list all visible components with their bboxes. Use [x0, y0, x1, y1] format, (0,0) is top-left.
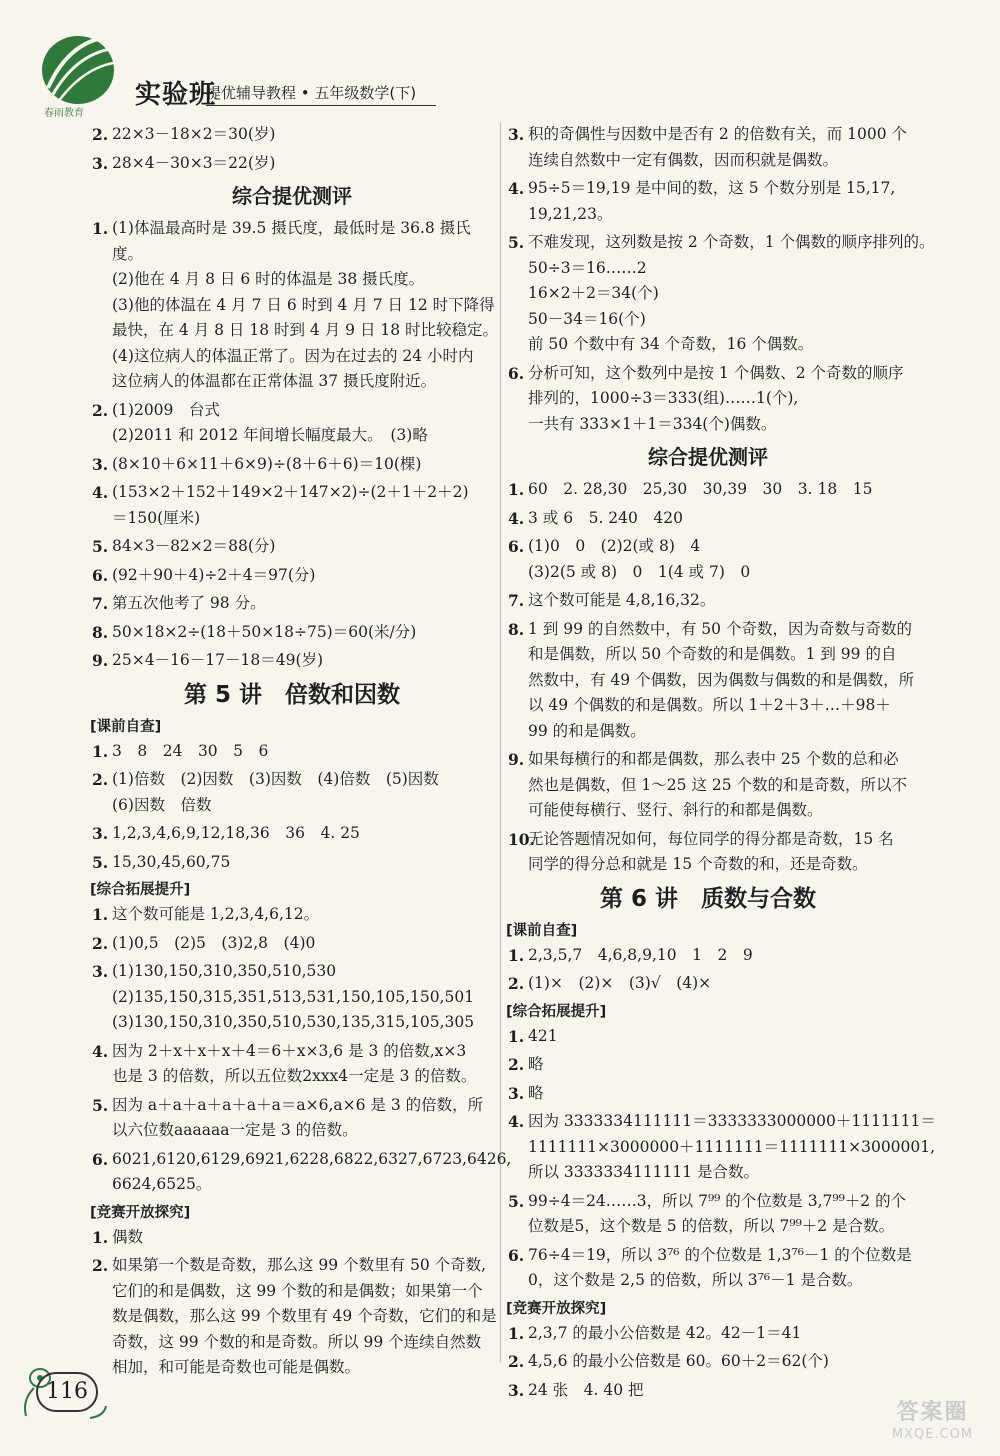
answer-number: 4.	[92, 1041, 109, 1061]
book-subtitle: 提优辅导教程 • 五年级数学(下)	[206, 84, 417, 102]
answer-item	[508, 506, 908, 532]
answer-item	[508, 747, 908, 824]
answer-line: (2)2011 和 2012 年间增长幅度最大。 (3)略	[112, 426, 428, 444]
answer-line: 一共有 333×1＋1＝334(个)偶数。	[528, 414, 777, 433]
answer-line: 16×2＋2＝34(个)	[528, 284, 659, 302]
answer-line: 28×4－30×3＝22(岁)	[112, 153, 276, 172]
answer-item	[508, 1052, 908, 1078]
answer-number: 9.	[508, 750, 525, 769]
answer-item	[92, 398, 492, 449]
answer-line: 可能使每横行、竖行、斜行的和都是偶数。	[528, 801, 823, 819]
answer-item	[92, 122, 492, 148]
answer-number: 1.	[508, 1026, 525, 1046]
subsection-label: [综合拓展提升]	[506, 1003, 607, 1020]
answer-line: 连续自然数中一定有偶数，因而积就是偶数。	[528, 150, 839, 169]
answer-number: 5.	[508, 233, 525, 252]
page-number: 116	[36, 1372, 98, 1412]
answer-item	[92, 959, 492, 1036]
answer-line: (3)他的体温在 4 月 7 日 6 时到 4 月 7 日 12 时下降得	[112, 295, 495, 314]
answer-line: 略	[528, 1055, 544, 1073]
answer-line: 略	[528, 1083, 544, 1102]
answer-line: 这位病人的体温都在正常体温 37 摄氏度附近。	[112, 372, 437, 390]
answer-number: 5.	[92, 1095, 109, 1115]
answer-line: 积的奇偶性与因数中是否有 2 的倍数有关，而 1000 个	[528, 125, 908, 143]
answer-number: 1.	[508, 945, 525, 965]
answer-item	[92, 1039, 492, 1090]
answer-number: 1.	[92, 1227, 109, 1247]
answer-line: (1)× (2)× (3)√ (4)×	[528, 974, 712, 992]
answer-line: 15,30,45,60,75	[112, 852, 231, 871]
answer-line: (1)0 0 (2)2(或 8) 4	[528, 537, 701, 555]
answer-number: 2.	[508, 1055, 525, 1074]
answer-line: 84×3－82×2＝88(分)	[112, 537, 276, 555]
answer-line: 6624,6525。	[112, 1175, 212, 1193]
answer-line: 1,2,3,4,6,9,12,18,36 36 4. 25	[112, 824, 360, 842]
answer-number: 7.	[508, 591, 525, 610]
answer-line: 也是 3 的倍数，所以五位数2xxx4一定是 3 的倍数。	[112, 1067, 477, 1085]
answer-line: 然数中，有 49 个偶数，因为偶数与偶数的和是偶数，所	[528, 670, 915, 689]
answer-line: 偶数	[112, 1227, 144, 1246]
answer-number: 4.	[508, 179, 525, 198]
left-column	[90, 122, 512, 1384]
answer-line: (6)因数 倍数	[112, 795, 212, 814]
answer-line: 因为 3333334111111＝3333333000000＋1111111＝	[528, 1112, 936, 1130]
answer-number: 3.	[92, 824, 109, 843]
answer-line: 分析可知，这个数列中是按 1 个偶数、2 个奇数的顺序	[528, 363, 904, 382]
answer-line: 19,21,23。	[528, 204, 613, 223]
answer-number: 3.	[92, 962, 109, 981]
answer-number: 2.	[92, 125, 109, 144]
answer-line: 前 50 个数中有 34 个奇数，16 个偶数。	[528, 335, 814, 353]
answer-number: 3.	[92, 153, 109, 173]
answer-item	[508, 1378, 908, 1404]
answer-line: (1)0,5 (2)5 (3)2,8 (4)0	[112, 933, 316, 952]
answer-item	[92, 1225, 492, 1251]
answer-line: 24 张 4. 40 把	[528, 1380, 644, 1399]
answer-item	[92, 1093, 492, 1144]
watermark	[870, 1400, 995, 1450]
answer-line: 22×3－18×2＝30(岁)	[112, 125, 276, 143]
answer-line: 95÷5＝19,19 是中间的数，这 5 个数分别是 15,17,	[528, 179, 896, 197]
answer-item	[508, 1349, 908, 1375]
answer-line: 99÷4＝24……3，所以 7⁹⁹ 的个位数是 3,7⁹⁹＋2 的个	[528, 1191, 907, 1210]
answer-line: 因为 2＋x＋x＋x＋4＝6＋x×3,6 是 3 的倍数,x×3	[112, 1041, 467, 1060]
answer-line: 以 49 个偶数的和是偶数。所以 1＋2＋3＋…＋98＋	[528, 696, 891, 714]
answer-number: 5.	[92, 852, 109, 872]
answer-number: 4.	[508, 508, 525, 528]
answer-line: 1111111×3000000＋1111111＝1111111×3000001,	[528, 1137, 936, 1156]
answer-number: 8.	[508, 619, 525, 639]
answer-number: 3.	[508, 1380, 525, 1400]
answer-item	[508, 943, 908, 969]
answer-line: (3)2(5 或 8) 0 1(4 或 7) 0	[528, 562, 751, 581]
answer-line: 相加，和可能是奇数也可能是偶数。	[112, 1358, 361, 1376]
answer-line: (1)130,150,310,350,510,530	[112, 962, 337, 980]
answer-line: 2,3,7 的最小公倍数是 42。42－1＝41	[528, 1323, 802, 1342]
answer-item	[92, 563, 492, 589]
answer-line: 50×18×2÷(18＋50×18÷75)＝60(米/分)	[112, 622, 417, 641]
subsection-label: [竞赛开放探究]	[506, 1300, 607, 1317]
lecture-heading: 第 5 讲 倍数和因数	[183, 681, 401, 708]
subsection-label: [课前自查]	[506, 922, 578, 939]
answer-item	[92, 151, 492, 177]
answer-number: 3.	[508, 1083, 525, 1103]
answer-number: 8.	[92, 622, 109, 642]
answer-number: 10.	[508, 829, 535, 849]
answer-line: 和是偶数，所以 50 个奇数的和是偶数。1 到 99 的自	[528, 645, 897, 663]
answer-line: 3 8 24 30 5 6	[112, 741, 269, 760]
answer-item	[508, 534, 908, 585]
answer-line: 如果第一个数是奇数，那么这 99 个数里有 50 个奇数,	[112, 1256, 487, 1274]
answer-item	[92, 850, 492, 876]
answer-number: 2.	[508, 1352, 525, 1371]
answer-item	[508, 1109, 936, 1186]
answer-line: 最快，在 4 月 8 日 18 时到 4 月 9 日 18 时比较稳定。	[112, 321, 499, 339]
answer-line: 3 或 6 5. 240 420	[528, 508, 683, 527]
answer-number: 1.	[92, 905, 109, 924]
answer-item	[92, 534, 492, 560]
right-column	[506, 122, 936, 1406]
answer-line: 无论答题情况如何，每位同学的得分都是奇数，15 名	[528, 829, 894, 848]
answer-line: 如果每横行的和都是偶数，那么表中 25 个数的总和必	[528, 750, 899, 768]
answer-number: 5.	[508, 1191, 525, 1211]
page-header	[30, 18, 450, 118]
answer-line: 度。	[112, 244, 144, 263]
watermark-logo: 答案圈	[896, 1400, 969, 1425]
answer-line: 所以 3333334111111 是合数。	[528, 1163, 760, 1181]
answer-line: 1 到 99 的自然数中，有 50 个奇数，因为奇数与奇数的	[528, 619, 912, 638]
answer-line: 数是偶数，那么这 99 个数里有 49 个奇数，它们的和是	[112, 1307, 497, 1325]
answer-number: 6.	[508, 537, 525, 556]
answer-line: 25×4－16－17－18＝49(岁)	[112, 651, 324, 669]
answer-number: 2.	[508, 974, 525, 993]
answer-line: (92＋90＋4)÷2＋4＝97(分)	[112, 565, 316, 584]
answer-number: 2.	[92, 400, 109, 420]
answer-item	[508, 477, 908, 503]
answer-item	[508, 1081, 908, 1107]
answer-item	[92, 620, 492, 646]
answer-item	[508, 230, 935, 358]
book-title: 实验班	[135, 80, 217, 110]
answer-item	[92, 216, 499, 395]
answer-item	[92, 1147, 512, 1198]
answer-number: 9.	[92, 651, 109, 670]
answer-line: 421	[528, 1026, 558, 1045]
answer-item	[92, 1253, 497, 1381]
answer-number: 2.	[92, 1256, 109, 1275]
answer-item	[508, 588, 908, 614]
answer-line: 位数是5，这个数是 5 的倍数，所以 7⁹⁹＋2 是合数。	[528, 1217, 895, 1235]
answer-line: (8×10＋6×11＋6×9)÷(8＋6＋6)＝10(棵)	[112, 454, 422, 473]
subsection-label: [综合拓展提升]	[90, 882, 191, 898]
answer-item	[508, 971, 908, 997]
answer-line: 因为 a＋a＋a＋a＋a＋a＝a×6,a×6 是 3 的倍数，所	[112, 1095, 484, 1114]
answer-number: 1.	[92, 741, 109, 761]
answer-item	[508, 122, 908, 173]
subsection-label: [课前自查]	[90, 718, 162, 735]
answer-item	[92, 591, 492, 617]
answer-line: 然也是偶数，但 1～25 这 25 个数的和是奇数，所以不	[528, 775, 908, 794]
answer-item	[508, 361, 908, 438]
lecture-heading: 第 6 讲 质数与合数	[599, 885, 817, 912]
subsection-label: [竞赛开放探究]	[90, 1204, 191, 1221]
svg-text:春雨教育: 春雨教育	[44, 108, 84, 118]
answer-item	[508, 176, 908, 227]
answer-item	[92, 767, 492, 818]
answer-item	[508, 1189, 908, 1240]
section-heading: 综合提优测评	[648, 445, 768, 469]
answer-line: 50÷3＝16……2	[528, 258, 647, 277]
answer-line: 50－34＝16(个)	[528, 309, 646, 328]
answer-item	[508, 617, 915, 745]
answer-line: 同学的得分总和就是 15 个奇数的和，还是奇数。	[528, 855, 868, 873]
answer-item	[92, 931, 492, 957]
answer-number: 2.	[92, 770, 109, 789]
answer-item	[92, 480, 492, 531]
answer-line: (4)这位病人的体温正常了。因为在过去的 24 小时内	[112, 346, 474, 365]
answer-line: 60 2. 28,30 25,30 30,39 30 3. 18 15	[528, 480, 873, 498]
answer-line: 99 的和是偶数。	[528, 721, 646, 740]
section-heading: 综合提优测评	[232, 184, 352, 208]
answer-item	[508, 1321, 908, 1347]
answer-number: 1.	[508, 480, 525, 499]
header-rule	[206, 105, 436, 106]
answer-line: (2)他在 4 月 8 日 6 时的体温是 38 摄氏度。	[112, 270, 425, 288]
watermark-url: MXQE.COM	[891, 1427, 974, 1442]
answer-line: 不难发现，这列数是按 2 个奇数，1 个偶数的顺序排列的。	[528, 233, 935, 251]
answer-number: 6.	[92, 565, 109, 585]
answer-line: (153×2＋152＋149×2＋147×2)÷(2＋1＋2＋2)	[112, 483, 469, 501]
answer-item	[92, 902, 492, 928]
answer-number: 3.	[92, 454, 109, 474]
answer-item	[92, 739, 492, 765]
column-divider	[500, 122, 501, 1362]
answer-line: 6021,6120,6129,6921,6228,6822,6327,6723,6426,	[112, 1149, 512, 1168]
answer-number: 1.	[508, 1323, 525, 1343]
answer-number: 6.	[92, 1149, 109, 1169]
answer-number: 6.	[508, 1245, 525, 1265]
answer-line: ＝150(厘米)	[112, 508, 201, 527]
answer-line: 0，这个数是 2,5 的倍数，所以 3⁷⁶－1 是合数。	[528, 1271, 863, 1289]
answer-line: 奇数，这 99 个数的和是奇数。所以 99 个连续自然数	[112, 1332, 482, 1351]
answer-item	[508, 1243, 912, 1294]
answer-number: 2.	[92, 933, 109, 953]
answer-number: 4.	[92, 483, 109, 502]
answer-number: 5.	[92, 537, 109, 556]
answer-item	[92, 821, 492, 847]
answer-line: 第五次他考了 98 分。	[112, 594, 266, 612]
answer-item	[508, 827, 908, 878]
answer-line: 这个数可能是 4,8,16,32。	[528, 591, 716, 609]
answer-line: (3)130,150,310,350,510,530,135,315,105,305	[112, 1013, 475, 1031]
publisher-logo-icon	[30, 18, 130, 118]
answer-item	[92, 648, 492, 674]
answer-number: 6.	[508, 363, 525, 383]
answer-line: 以六位数aaaaaa一定是 3 的倍数。	[112, 1121, 358, 1139]
answer-line: (1)体温最高时是 39.5 摄氏度，最低时是 36.8 摄氏	[112, 219, 471, 237]
answer-item	[92, 452, 492, 478]
answer-line: (2)135,150,315,351,513,531,150,105,150,501	[112, 987, 475, 1006]
answer-line: 它们的和是偶数，这 99 个数的和是偶数；如果第一个	[112, 1281, 483, 1300]
answer-line: 76÷4＝19，所以 3⁷⁶ 的个位数是 1,3⁷⁶－1 的个位数是	[528, 1245, 912, 1264]
answer-line: 这个数可能是 1,2,3,4,6,12。	[112, 905, 320, 923]
answer-line: 排列的，1000÷3＝333(组)……1(个),	[528, 389, 799, 407]
answer-number: 1.	[92, 219, 109, 238]
answer-line: (1)2009 台式	[112, 400, 220, 419]
answer-number: 4.	[508, 1112, 525, 1131]
answer-item	[508, 1024, 908, 1050]
answer-number: 3.	[508, 125, 525, 144]
answer-number: 7.	[92, 594, 109, 613]
answer-line: (1)倍数 (2)因数 (3)因数 (4)倍数 (5)因数	[112, 770, 439, 788]
answer-line: 2,3,5,7 4,6,8,9,10 1 2 9	[528, 945, 753, 964]
answer-line: 4,5,6 的最小公倍数是 60。60＋2＝62(个)	[528, 1352, 829, 1370]
